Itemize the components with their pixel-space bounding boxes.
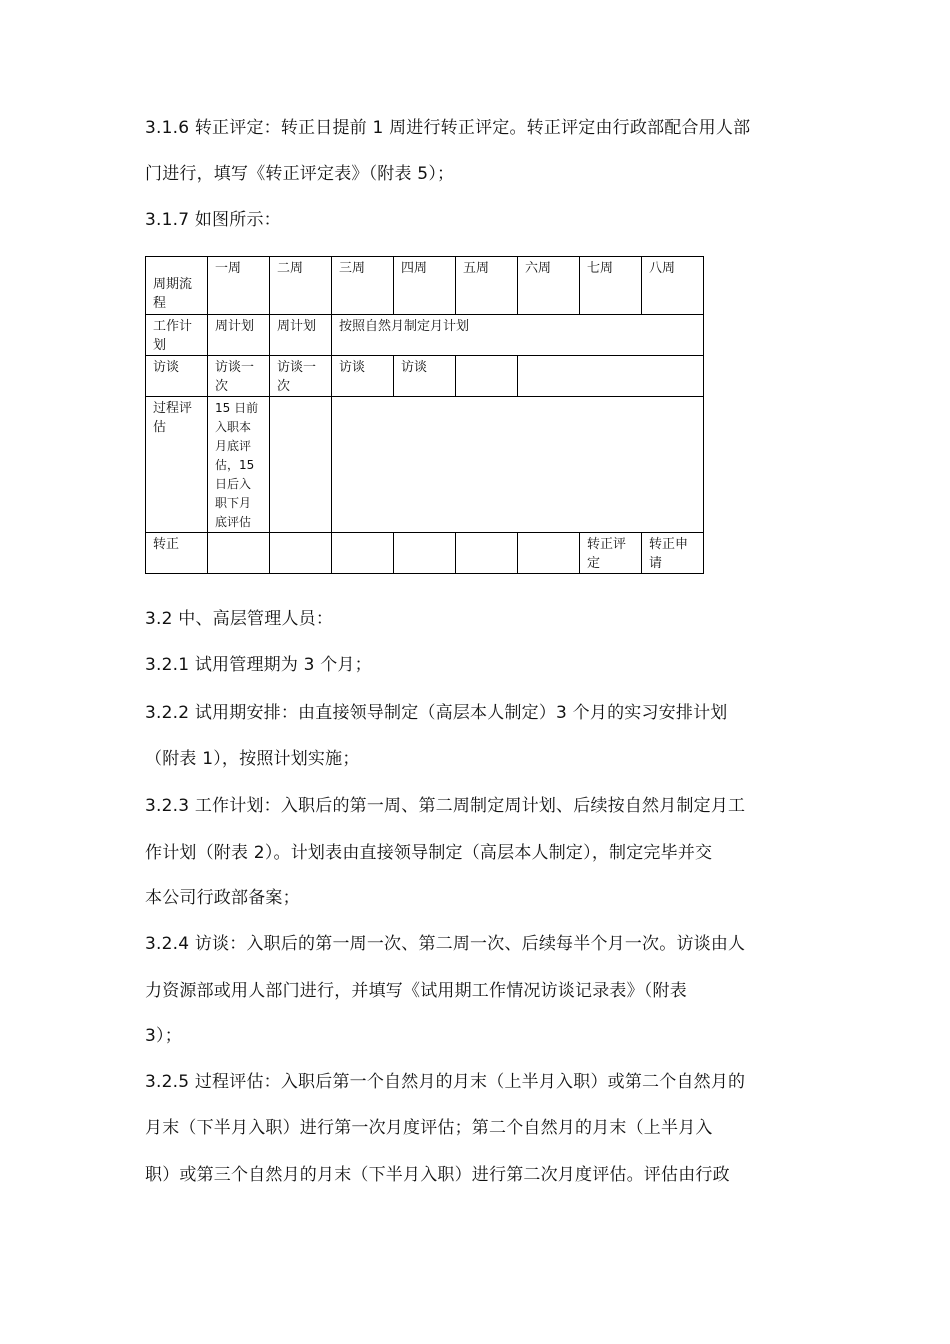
table-row-evaluation [146,397,704,533]
evaluation-week-3-8 [332,397,704,533]
paragraph-3-2-4-line-1: 3.2.4 访谈：入职后的第一周一次、第二周一次、后续每半个月一次。访谈由人 [145,934,746,954]
confirmation-week-5 [456,533,518,574]
week-4-header: 四周 [394,257,456,315]
table-row-confirmation [146,533,704,574]
paragraph-3-2-5-line-2: 月末（下半月入职）进行第一次月度评估；第二个自然月的月末（上半月入 [145,1118,713,1138]
interview-week-5 [456,356,518,397]
row-label-confirmation: 转正 [146,533,208,574]
paragraph-3-1-7: 3.1.7 如图所示： [145,210,281,230]
work-plan-monthly: 按照自然月制定月计划 [332,315,704,356]
table-header-row [146,257,704,315]
row-label-work-plan: 工作计划 [146,315,208,356]
confirmation-week-1 [208,533,270,574]
paragraph-3-2-5-line-3: 职）或第三个自然月的月末（下半月入职）进行第二次月度评估。评估由行政 [145,1165,730,1185]
week-8-header: 八周 [642,257,704,315]
table-row-work-plan [146,315,704,356]
row-label-evaluation: 过程评估 [146,397,208,533]
work-plan-week-2: 周计划 [270,315,332,356]
evaluation-week-2 [270,397,332,533]
paragraph-3-2-4-line-2: 力资源部或用人部门进行，并填写《试用期工作情况访谈记录表》（附表 [145,981,687,1001]
interview-week-2: 访谈一次 [270,356,332,397]
week-2-header: 二周 [270,257,332,315]
evaluation-week-1: 15 日前入职本月底评估，15 日后入职下月底评估 [208,397,270,533]
paragraph-3-2: 3.2 中、高层管理人员： [145,609,334,629]
week-1-header: 一周 [208,257,270,315]
paragraph-3-2-5-line-1: 3.2.5 过程评估：入职后第一个自然月的月末（上半月入职）或第二个自然月的 [145,1072,746,1092]
confirmation-week-4 [394,533,456,574]
work-plan-week-1: 周计划 [208,315,270,356]
interview-week-4: 访谈 [394,356,456,397]
paragraph-3-2-3-line-2: 作计划（附表 2）。计划表由直接领导制定（高层本人制定），制定完毕并交 [145,843,713,863]
table-corner-cell: 周期流程 [146,257,208,315]
confirmation-week-8: 转正申请 [642,533,704,574]
interview-week-6-8 [518,356,704,397]
week-7-header: 七周 [580,257,642,315]
week-6-header: 六周 [518,257,580,315]
interview-week-1: 访谈一次 [208,356,270,397]
paragraph-3-2-2-line-2: （附表 1），按照计划实施； [145,749,360,769]
confirmation-week-3 [332,533,394,574]
week-5-header: 五周 [456,257,518,315]
row-label-interview: 访谈 [146,356,208,397]
paragraph-3-2-4-line-3: 3）； [145,1026,182,1046]
paragraph-3-2-1: 3.2.1 试用管理期为 3 个月； [145,655,372,675]
paragraph-3-1-6-line-1: 3.1.6 转正评定：转正日提前 1 周进行转正评定。转正评定由行政部配合用人部 [145,118,751,138]
confirmation-week-2 [270,533,332,574]
probation-schedule-table [145,256,704,574]
confirmation-week-6 [518,533,580,574]
table-row-interview [146,356,704,397]
confirmation-week-7: 转正评定 [580,533,642,574]
paragraph-3-1-6-line-2: 门进行，填写《转正评定表》（附表 5）； [145,164,455,184]
interview-week-3: 访谈 [332,356,394,397]
paragraph-3-2-3-line-1: 3.2.3 工作计划：入职后的第一周、第二周制定周计划、后续按自然月制定月工 [145,796,746,816]
paragraph-3-2-2-line-1: 3.2.2 试用期安排：由直接领导制定（高层本人制定）3 个月的实习安排计划 [145,703,728,723]
paragraph-3-2-3-line-3: 本公司行政部备案； [145,888,300,908]
week-3-header: 三周 [332,257,394,315]
